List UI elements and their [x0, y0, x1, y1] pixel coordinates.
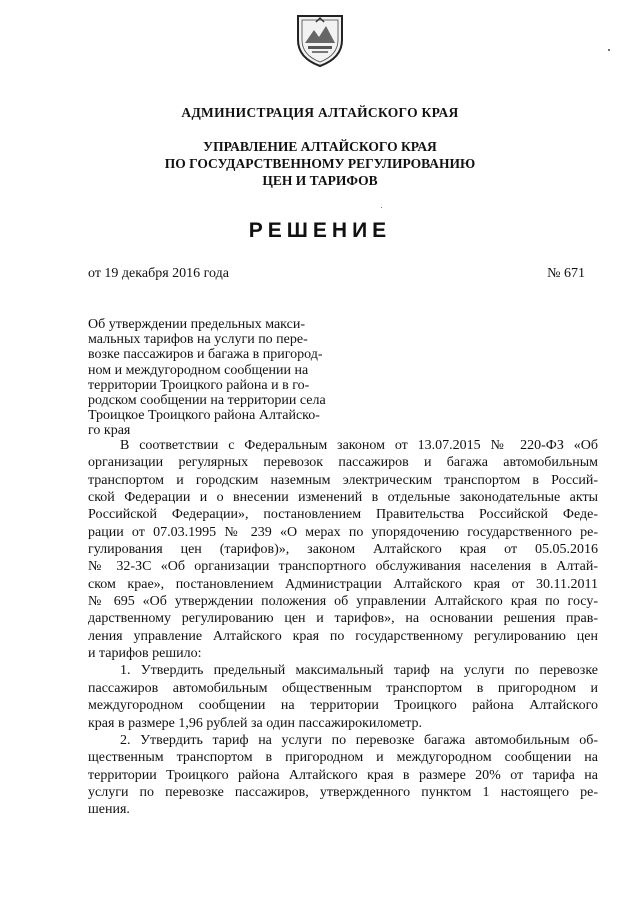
body-line: ском крае», постановлением Администрации Алтайского края от 30.11.2011: [88, 576, 598, 592]
body-line: организации регулярных перевозок пассажиров и багажа автомобильным: [88, 455, 598, 471]
body-line: 2. Утвердить тариф на услуги по перевозке багажа автомобильным об-: [120, 732, 598, 748]
subject-line: ном и междугородном сообщении на: [88, 362, 309, 378]
body-line: В соответствии с Федеральным законом от 13.07.2015 № 220-ФЗ «Об: [120, 438, 598, 453]
body-line: ления управление Алтайского края по государственному регулированию цен: [88, 628, 598, 644]
body-line: № 32-ЗС «Об организации транспортного обслуживания населения в Алтай-: [88, 559, 598, 575]
subject-line: мальных тарифов на услуги по пере-: [88, 332, 308, 348]
decision-number: № 671: [547, 266, 585, 281]
subject-line: родском сообщении на территории села: [88, 392, 326, 408]
coat-of-arms-icon: [290, 10, 350, 70]
body-line: ской Федерации и о внесении изменений в отдельные законодательные акты: [88, 490, 598, 506]
department-title-line: ПО ГОСУДАРСТВЕННОМУ РЕГУЛИРОВАНИЮ: [164, 156, 476, 171]
scan-speck: [608, 49, 610, 51]
department-title: [0, 138, 640, 189]
body-line: № 695 «Об утверждении положения об управлении Алтайского края по госу-: [88, 594, 598, 610]
body-line: щественным транспортом в пригородном и междугородном сообщении на: [88, 750, 598, 766]
body-line: шения.: [88, 802, 130, 818]
subject-line: территории Троицкого района и в го-: [88, 377, 310, 393]
department-title-line: ЦЕН И ТАРИФОВ: [262, 173, 378, 188]
department-title-line: УПРАВЛЕНИЕ АЛТАЙСКОГО КРАЯ: [203, 139, 437, 154]
subject-line: го края: [88, 423, 131, 439]
decision-subject: [88, 317, 326, 439]
subject-line: возке пассажиров и багажа в пригород-: [88, 347, 323, 363]
body-line: гулирования цен (тарифов)», законом Алтайского края от 05.05.2016: [88, 542, 598, 558]
subject-line: Об утверждении предельных макси-: [88, 317, 306, 332]
body-line: дарственному регулированию цен и тарифов», на основании решения прав-: [88, 611, 598, 627]
decision-body: [88, 437, 598, 819]
subject-line: Троицкое Троицкого района Алтайско-: [88, 408, 320, 424]
body-line: и тарифов решило:: [88, 646, 202, 662]
body-line: междугородном сообщении на территории Троицкого района Алтайского: [88, 698, 598, 714]
administration-title: АДМИНИСТРАЦИЯ АЛТАЙСКОГО КРАЯ: [181, 105, 459, 120]
body-line: 1. Утвердить предельный максимальный тариф на услуги по перевозке: [120, 663, 598, 679]
scan-speck: [381, 207, 382, 208]
decision-date: от 19 декабря 2016 года: [88, 266, 229, 281]
body-line: пассажиров автомобильным общественным транспортом в пригородном и: [88, 680, 598, 696]
body-line: рации от 07.03.1995 № 239 «О мерах по упорядочению государственного ре-: [88, 524, 598, 540]
body-line: транспортом и городским наземным электрическим транспортом в Россий-: [88, 472, 598, 488]
body-line: края в размере 1,96 рублей за один пассажирокилометр.: [88, 715, 423, 731]
decision-title: РЕШЕНИЕ: [248, 219, 392, 242]
body-line: услуги по перевозке пассажиров, утвержденного пунктом 1 настоящего ре-: [88, 784, 598, 800]
body-line: Российской Федерации», постановлением Правительства Российской Феде-: [88, 507, 598, 523]
body-line: территории Троицкого района Алтайского края в размере 20% от тарифа на: [88, 767, 598, 783]
